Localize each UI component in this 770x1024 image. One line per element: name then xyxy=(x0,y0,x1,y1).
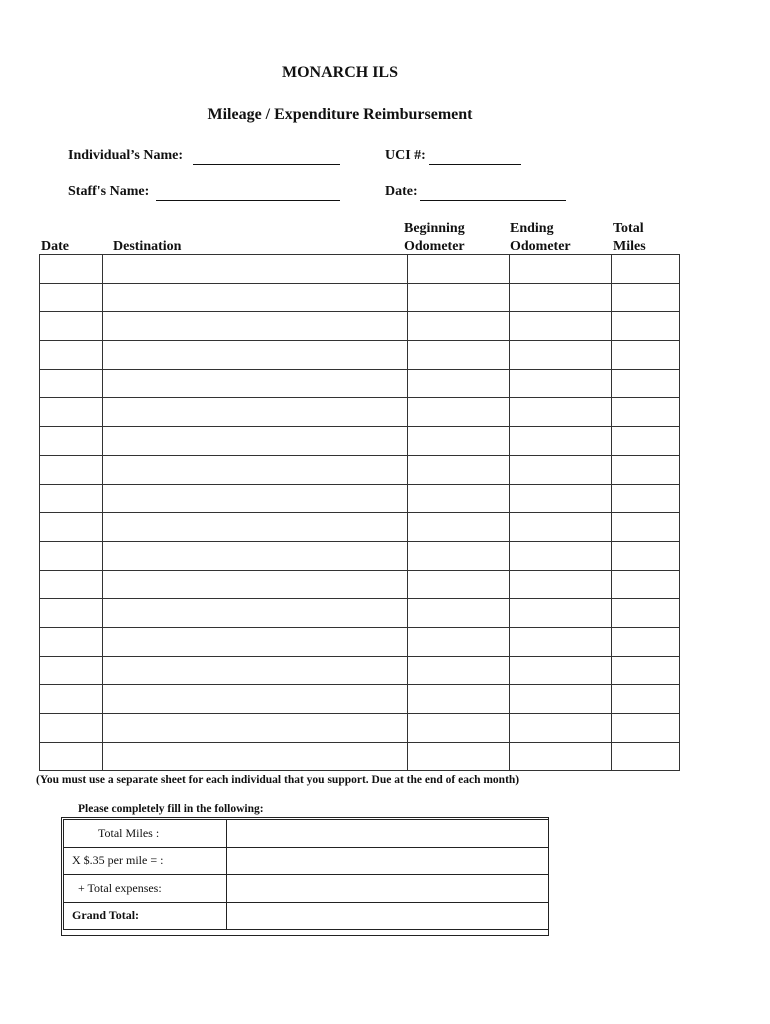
table-row xyxy=(40,685,680,714)
date-cell[interactable] xyxy=(40,455,103,484)
summary-label-total-miles: Total Miles : xyxy=(64,820,227,848)
ending-odometer-cell[interactable] xyxy=(510,742,612,771)
date-cell[interactable] xyxy=(40,599,103,628)
date-cell[interactable] xyxy=(40,484,103,513)
total-miles-cell[interactable] xyxy=(612,513,680,542)
total-miles-cell[interactable] xyxy=(612,369,680,398)
beginning-odometer-cell[interactable] xyxy=(408,455,510,484)
destination-cell[interactable] xyxy=(103,599,408,628)
instruction-note: (You must use a separate sheet for each individual that you support. Due at the end of each month) xyxy=(36,774,520,786)
beginning-odometer-cell[interactable] xyxy=(408,627,510,656)
column-header-ending-odometer-line2: Odometer xyxy=(510,239,571,254)
destination-cell[interactable] xyxy=(103,541,408,570)
staff-name-label: Staff's Name: xyxy=(68,184,150,199)
column-header-ending-odometer xyxy=(510,220,571,256)
summary-label-per-mile: X $.35 per mile = : xyxy=(64,847,227,875)
mileage-log-table xyxy=(39,254,680,771)
mileage-log-body xyxy=(40,255,680,771)
total-miles-cell[interactable] xyxy=(612,455,680,484)
beginning-odometer-cell[interactable] xyxy=(408,714,510,743)
destination-cell[interactable] xyxy=(103,570,408,599)
total-miles-cell[interactable] xyxy=(612,656,680,685)
destination-cell[interactable] xyxy=(103,341,408,370)
table-row xyxy=(40,369,680,398)
total-miles-cell[interactable] xyxy=(612,599,680,628)
summary-row-total-expenses xyxy=(64,875,549,903)
summary-label-grand-total: Grand Total: xyxy=(64,902,227,930)
table-row xyxy=(40,427,680,456)
table-row xyxy=(40,714,680,743)
beginning-odometer-cell[interactable] xyxy=(408,742,510,771)
table-row xyxy=(40,570,680,599)
destination-cell[interactable] xyxy=(103,484,408,513)
ending-odometer-cell[interactable] xyxy=(510,455,612,484)
table-row xyxy=(40,455,680,484)
column-header-destination: Destination xyxy=(113,239,182,254)
ending-odometer-cell[interactable] xyxy=(510,398,612,427)
beginning-odometer-cell[interactable] xyxy=(408,427,510,456)
table-row xyxy=(40,341,680,370)
total-miles-cell[interactable] xyxy=(612,255,680,284)
uci-label: UCI #: xyxy=(385,148,426,163)
summary-table xyxy=(63,819,549,930)
total-miles-cell[interactable] xyxy=(612,484,680,513)
date-cell[interactable] xyxy=(40,312,103,341)
total-miles-cell[interactable] xyxy=(612,685,680,714)
date-cell[interactable] xyxy=(40,369,103,398)
table-row xyxy=(40,513,680,542)
table-row xyxy=(40,742,680,771)
destination-cell[interactable] xyxy=(103,283,408,312)
date-cell[interactable] xyxy=(40,341,103,370)
individual-name-label: Individual’s Name: xyxy=(68,148,184,163)
individual-name-field[interactable] xyxy=(193,150,340,165)
form-title: Mileage / Expenditure Reimbursement xyxy=(207,106,473,123)
ending-odometer-cell[interactable] xyxy=(510,627,612,656)
total-miles-cell[interactable] xyxy=(612,541,680,570)
ending-odometer-cell[interactable] xyxy=(510,714,612,743)
column-header-ending-odometer-line1: Ending xyxy=(510,221,554,236)
beginning-odometer-cell[interactable] xyxy=(408,513,510,542)
summary-value-total-expenses[interactable] xyxy=(227,875,549,903)
table-row xyxy=(40,312,680,341)
beginning-odometer-cell[interactable] xyxy=(408,398,510,427)
ending-odometer-cell[interactable] xyxy=(510,685,612,714)
beginning-odometer-cell[interactable] xyxy=(408,570,510,599)
total-miles-cell[interactable] xyxy=(612,742,680,771)
destination-cell[interactable] xyxy=(103,398,408,427)
column-header-total-miles-line1: Total xyxy=(613,221,644,236)
summary-row-per-mile xyxy=(64,847,549,875)
total-miles-cell[interactable] xyxy=(612,341,680,370)
ending-odometer-cell[interactable] xyxy=(510,656,612,685)
column-header-total-miles-line2: Miles xyxy=(613,239,646,254)
beginning-odometer-cell[interactable] xyxy=(408,255,510,284)
total-miles-cell[interactable] xyxy=(612,570,680,599)
column-header-beginning-odometer-line1: Beginning xyxy=(404,221,465,236)
ending-odometer-cell[interactable] xyxy=(510,341,612,370)
table-row xyxy=(40,255,680,284)
destination-cell[interactable] xyxy=(103,455,408,484)
date-cell[interactable] xyxy=(40,283,103,312)
destination-cell[interactable] xyxy=(103,427,408,456)
date-cell[interactable] xyxy=(40,714,103,743)
table-row xyxy=(40,599,680,628)
ending-odometer-cell[interactable] xyxy=(510,427,612,456)
beginning-odometer-cell[interactable] xyxy=(408,341,510,370)
ending-odometer-cell[interactable] xyxy=(510,513,612,542)
table-row xyxy=(40,398,680,427)
date-cell[interactable] xyxy=(40,685,103,714)
ending-odometer-cell[interactable] xyxy=(510,541,612,570)
beginning-odometer-cell[interactable] xyxy=(408,312,510,341)
beginning-odometer-cell[interactable] xyxy=(408,685,510,714)
total-miles-cell[interactable] xyxy=(612,427,680,456)
total-miles-cell[interactable] xyxy=(612,627,680,656)
ending-odometer-cell[interactable] xyxy=(510,484,612,513)
date-cell[interactable] xyxy=(40,742,103,771)
destination-cell[interactable] xyxy=(103,656,408,685)
destination-cell[interactable] xyxy=(103,742,408,771)
column-header-beginning-odometer-line2: Odometer xyxy=(404,239,465,254)
destination-cell[interactable] xyxy=(103,312,408,341)
summary-value-per-mile[interactable] xyxy=(227,847,549,875)
summary-value-grand-total[interactable] xyxy=(227,902,549,930)
date-cell[interactable] xyxy=(40,513,103,542)
date-cell[interactable] xyxy=(40,656,103,685)
table-row xyxy=(40,484,680,513)
date-cell[interactable] xyxy=(40,570,103,599)
ending-odometer-cell[interactable] xyxy=(510,283,612,312)
column-header-beginning-odometer xyxy=(404,220,465,256)
date-cell[interactable] xyxy=(40,541,103,570)
uci-field[interactable] xyxy=(429,150,521,165)
destination-cell[interactable] xyxy=(103,685,408,714)
column-header-date: Date xyxy=(41,239,69,254)
column-header-total-miles xyxy=(613,220,646,256)
destination-cell[interactable] xyxy=(103,255,408,284)
beginning-odometer-cell[interactable] xyxy=(408,484,510,513)
destination-cell[interactable] xyxy=(103,714,408,743)
beginning-odometer-cell[interactable] xyxy=(408,599,510,628)
date-cell[interactable] xyxy=(40,627,103,656)
summary-label-total-expenses: + Total expenses: xyxy=(64,875,227,903)
beginning-odometer-cell[interactable] xyxy=(408,541,510,570)
ending-odometer-cell[interactable] xyxy=(510,255,612,284)
date-cell[interactable] xyxy=(40,427,103,456)
total-miles-cell[interactable] xyxy=(612,312,680,341)
date-cell[interactable] xyxy=(40,398,103,427)
table-row xyxy=(40,283,680,312)
date-label: Date: xyxy=(385,184,418,199)
staff-name-field[interactable] xyxy=(156,186,340,201)
destination-cell[interactable] xyxy=(103,627,408,656)
date-field[interactable] xyxy=(420,186,566,201)
summary-row-grand-total xyxy=(64,902,549,930)
table-row xyxy=(40,541,680,570)
total-miles-cell[interactable] xyxy=(612,283,680,312)
destination-cell[interactable] xyxy=(103,369,408,398)
total-miles-cell[interactable] xyxy=(612,398,680,427)
table-row xyxy=(40,627,680,656)
table-row xyxy=(40,656,680,685)
summary-instruction: Please completely fill in the following: xyxy=(78,803,264,815)
total-miles-cell[interactable] xyxy=(612,714,680,743)
beginning-odometer-cell[interactable] xyxy=(408,369,510,398)
summary-row-total-miles xyxy=(64,820,549,848)
destination-cell[interactable] xyxy=(103,513,408,542)
beginning-odometer-cell[interactable] xyxy=(408,656,510,685)
ending-odometer-cell[interactable] xyxy=(510,570,612,599)
organization-title: MONARCH ILS xyxy=(281,64,398,81)
ending-odometer-cell[interactable] xyxy=(510,599,612,628)
summary-value-total-miles[interactable] xyxy=(227,820,549,848)
date-cell[interactable] xyxy=(40,255,103,284)
ending-odometer-cell[interactable] xyxy=(510,369,612,398)
beginning-odometer-cell[interactable] xyxy=(408,283,510,312)
ending-odometer-cell[interactable] xyxy=(510,312,612,341)
